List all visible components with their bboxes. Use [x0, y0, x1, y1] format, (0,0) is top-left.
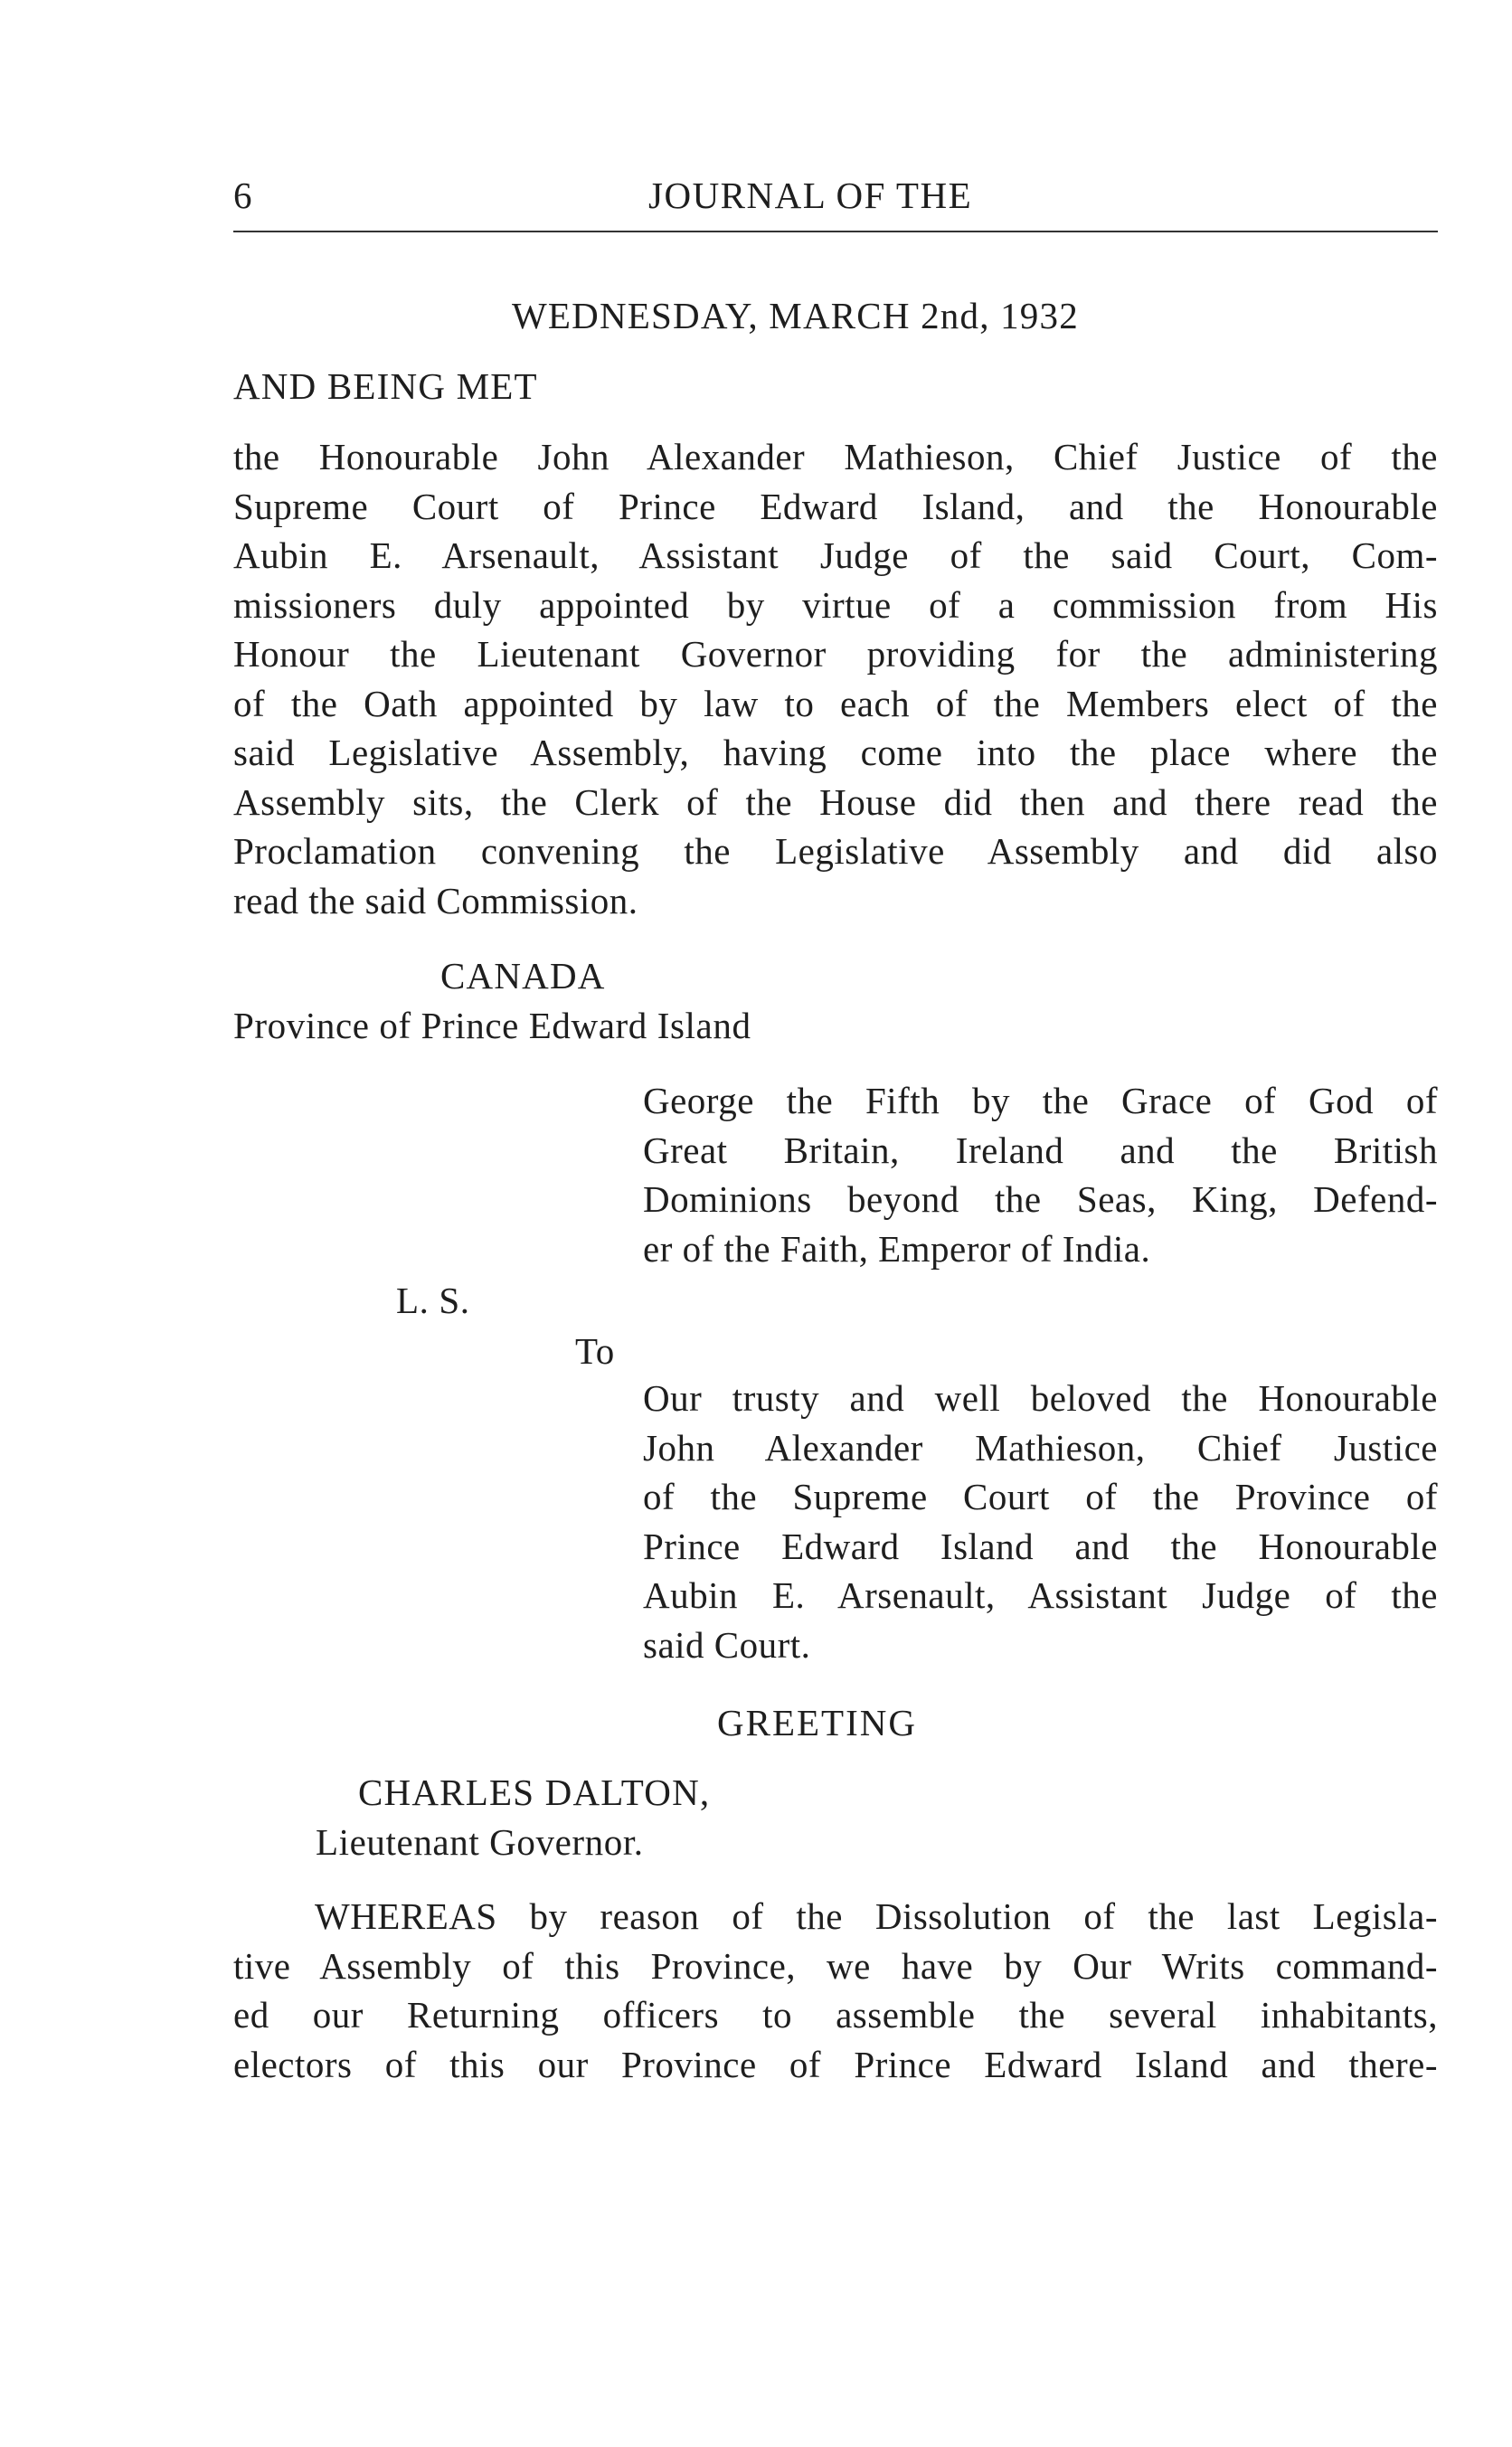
- signatory-name: CHARLES DALTON,: [358, 1771, 711, 1813]
- paragraph-line: Honour the Lieutenant Governor providing for the administering: [233, 633, 1438, 675]
- opening-paragraph: [233, 432, 1438, 925]
- proclamation-country: CANADA: [440, 955, 606, 997]
- page-number: 6: [233, 175, 253, 216]
- to-label: To: [575, 1330, 615, 1372]
- paragraph-line: missioners duly appointed by virtue of a commission from His: [233, 583, 1438, 626]
- paragraph-line: ed our Returning officers to assemble the several inhabitants,: [233, 1994, 1438, 2036]
- addressee-line: said Court.: [643, 1623, 811, 1666]
- signatory-title: Lieutenant Governor.: [316, 1821, 644, 1863]
- paragraph-line: the Honourable John Alexander Mathieson, Chief Justice of the: [233, 436, 1438, 477]
- paragraph-line: of the Oath appointed by law to each of the Members elect of the: [233, 682, 1438, 724]
- addressee-line: John Alexander Mathieson, Chief Justice: [643, 1426, 1438, 1469]
- paragraph-line: said Legislative Assembly, having come into the place where the: [233, 732, 1438, 773]
- running-header-title: JOURNAL OF THE: [648, 175, 973, 216]
- paragraph-line: WHEREAS by reason of the Dissolution of the last Legisla-: [315, 1895, 1438, 1937]
- proclamation-province: Province of Prince Edward Island: [233, 1005, 751, 1046]
- greeting: GREETING: [717, 1702, 917, 1743]
- addressee-line: Aubin E. Arsenault, Assistant Judge of the: [643, 1574, 1438, 1616]
- sovereign-line: George the Fifth by the Grace of God of: [643, 1080, 1438, 1121]
- paragraph-line: Supreme Court of Prince Edward Island, and the Honourable: [233, 485, 1438, 527]
- addressee-line: Prince Edward Island and the Honourable: [643, 1525, 1438, 1567]
- addressees-block: [643, 1374, 1438, 1669]
- paragraph-line: read the said Commission.: [233, 879, 638, 921]
- paragraph-line: Aubin E. Arsenault, Assistant Judge of the said Court, Com-: [233, 534, 1438, 576]
- paragraph-line: electors of this our Province of Prince Edward Island and there-: [233, 2043, 1438, 2085]
- sovereign-line: er of the Faith, Emperor of India.: [643, 1227, 1151, 1270]
- addressee-line: Our trusty and well beloved the Honourable: [643, 1377, 1438, 1419]
- header-rule: [233, 231, 1438, 232]
- sovereign-line: Great Britain, Ireland and the British: [643, 1129, 1438, 1171]
- whereas-paragraph: [233, 1892, 1438, 2089]
- addressee-line: of the Supreme Court of the Province of: [643, 1476, 1438, 1517]
- and-being-met: AND BEING MET: [233, 365, 538, 407]
- paragraph-line: tive Assembly of this Province, we have by Our Writs command-: [233, 1944, 1438, 1987]
- paragraph-line: Proclamation convening the Legislative Assembly and did also: [233, 830, 1438, 872]
- paragraph-line: Assembly sits, the Clerk of the House did then and there read the: [233, 780, 1438, 823]
- seal-mark: L. S.: [396, 1280, 470, 1321]
- session-date: WEDNESDAY, MARCH 2nd, 1932: [512, 295, 1079, 336]
- sovereign-style-block: [643, 1076, 1438, 1273]
- sovereign-line: Dominions beyond the Seas, King, Defend-: [643, 1178, 1438, 1220]
